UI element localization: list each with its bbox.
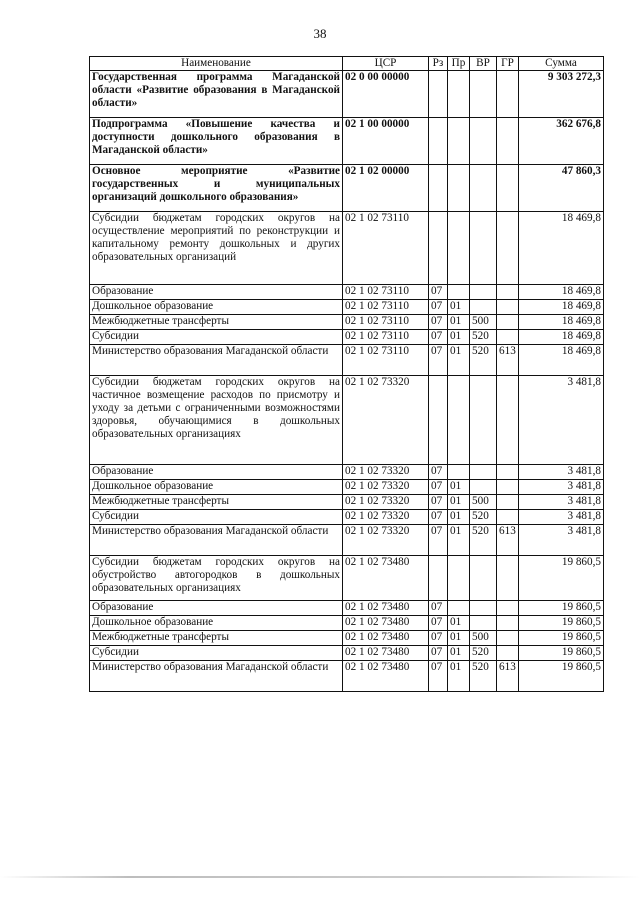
table-row [90,71,604,118]
cell-csr: 02 1 02 73480 [343,556,429,601]
cell-sum: 9 303 272,3 [519,71,604,118]
header-vr: ВР [470,57,497,71]
cell-csr: 02 1 02 73320 [343,525,429,556]
table-row [90,465,604,480]
cell-rz: 07 [429,646,448,661]
cell-pr: 01 [448,631,470,646]
cell-gr: 613 [497,345,519,376]
cell-csr: 02 1 02 73320 [343,480,429,495]
cell-rz: 07 [429,525,448,556]
cell-pr [448,71,470,118]
header-row [90,57,604,71]
cell-vr [470,376,497,465]
budget-table [89,56,604,692]
cell-name: Межбюджетные трансферты [90,315,343,330]
cell-csr: 02 0 00 00000 [343,71,429,118]
table-row [90,631,604,646]
header-pr: Пр [448,57,470,71]
cell-vr [470,480,497,495]
cell-rz [429,71,448,118]
cell-pr [448,118,470,165]
cell-sum: 19 860,5 [519,631,604,646]
cell-name: Межбюджетные трансферты [90,631,343,646]
header-gr: ГР [497,57,519,71]
cell-gr [497,495,519,510]
cell-gr [497,376,519,465]
cell-vr: 520 [470,525,497,556]
cell-csr: 02 1 02 73110 [343,345,429,376]
header-name: Наименование [90,57,343,71]
cell-csr: 02 1 02 73320 [343,495,429,510]
table-row [90,480,604,495]
cell-gr [497,510,519,525]
cell-rz: 07 [429,661,448,692]
cell-csr: 02 1 02 73110 [343,300,429,315]
cell-vr [470,300,497,315]
cell-name: Министерство образования Магаданской области [90,525,343,556]
cell-vr [470,616,497,631]
cell-vr [470,118,497,165]
cell-csr: 02 1 02 73480 [343,616,429,631]
header-rz: Рз [429,57,448,71]
cell-vr: 520 [470,661,497,692]
cell-vr [470,285,497,300]
cell-rz [429,212,448,285]
cell-name: Субсидии бюджетам городских округов на осуществление мероприятий по реконструкции и капитальному ремонту дошкольных и других образовательных организаций [90,212,343,285]
cell-rz: 07 [429,495,448,510]
table-row [90,495,604,510]
cell-name: Межбюджетные трансферты [90,495,343,510]
cell-pr: 01 [448,480,470,495]
cell-pr: 01 [448,646,470,661]
cell-name: Субсидии бюджетам городских округов на частичное возмещение расходов по присмотру и уходу за детьми с ограниченными возможностями здоровья, обучающимися в дошкольных образовательных организациях [90,376,343,465]
cell-name: Дошкольное образование [90,616,343,631]
table-row [90,601,604,616]
cell-sum: 3 481,8 [519,465,604,480]
cell-sum: 3 481,8 [519,525,604,556]
cell-csr: 02 1 02 73320 [343,376,429,465]
table-row [90,345,604,376]
cell-name: Образование [90,601,343,616]
cell-csr: 02 1 02 00000 [343,165,429,212]
cell-sum: 3 481,8 [519,480,604,495]
cell-gr [497,616,519,631]
cell-gr [497,480,519,495]
cell-pr: 01 [448,300,470,315]
cell-pr: 01 [448,616,470,631]
cell-vr [470,71,497,118]
cell-csr: 02 1 02 73110 [343,315,429,330]
cell-name: Подпрограмма «Повышение качества и доступности дошкольного образования в Магаданской области» [90,118,343,165]
table-row [90,118,604,165]
cell-vr [470,165,497,212]
cell-gr [497,465,519,480]
cell-name: Образование [90,285,343,300]
cell-name: Министерство образования Магаданской области [90,345,343,376]
cell-gr [497,212,519,285]
cell-csr: 02 1 02 73480 [343,601,429,616]
cell-sum: 362 676,8 [519,118,604,165]
table-row [90,376,604,465]
cell-rz: 07 [429,330,448,345]
cell-vr [470,556,497,601]
cell-sum: 19 860,5 [519,616,604,631]
cell-sum: 18 469,8 [519,330,604,345]
cell-name: Дошкольное образование [90,480,343,495]
cell-vr: 520 [470,510,497,525]
cell-name: Основное мероприятие «Развитие государственных и муниципальных организаций дошкольного образования» [90,165,343,212]
cell-vr: 500 [470,631,497,646]
table-row [90,300,604,315]
cell-sum: 19 860,5 [519,661,604,692]
table-row [90,616,604,631]
cell-gr [497,556,519,601]
cell-pr: 01 [448,345,470,376]
cell-sum: 18 469,8 [519,315,604,330]
cell-gr [497,165,519,212]
cell-gr [497,646,519,661]
table-row [90,556,604,601]
cell-pr: 01 [448,330,470,345]
cell-gr [497,71,519,118]
cell-rz [429,556,448,601]
table-row [90,315,604,330]
cell-rz: 07 [429,345,448,376]
cell-rz: 07 [429,315,448,330]
cell-sum: 3 481,8 [519,376,604,465]
header-csr: ЦСР [343,57,429,71]
page-number: 38 [313,26,327,41]
cell-pr: 01 [448,525,470,556]
cell-sum: 47 860,3 [519,165,604,212]
cell-rz: 07 [429,601,448,616]
cell-sum: 18 469,8 [519,345,604,376]
cell-pr [448,556,470,601]
table-row [90,330,604,345]
cell-rz: 07 [429,465,448,480]
cell-sum: 19 860,5 [519,646,604,661]
cell-rz: 07 [429,300,448,315]
cell-csr: 02 1 02 73480 [343,661,429,692]
table-row [90,646,604,661]
cell-gr [497,300,519,315]
cell-rz [429,165,448,212]
cell-name: Субсидии [90,330,343,345]
cell-pr: 01 [448,510,470,525]
cell-pr: 01 [448,315,470,330]
cell-pr [448,376,470,465]
cell-name: Министерство образования Магаданской области [90,661,343,692]
table-row [90,510,604,525]
cell-name: Субсидии бюджетам городских округов на обустройство автогородков в дошкольных образовательных организациях [90,556,343,601]
cell-rz: 07 [429,480,448,495]
cell-sum: 3 481,8 [519,510,604,525]
cell-csr: 02 1 02 73320 [343,510,429,525]
cell-sum: 18 469,8 [519,212,604,285]
cell-pr: 01 [448,661,470,692]
cell-name: Субсидии [90,510,343,525]
cell-rz: 07 [429,510,448,525]
cell-rz [429,376,448,465]
cell-csr: 02 1 02 73320 [343,465,429,480]
cell-gr: 613 [497,525,519,556]
cell-sum: 18 469,8 [519,300,604,315]
cell-sum: 19 860,5 [519,556,604,601]
cell-name: Субсидии [90,646,343,661]
cell-sum: 18 469,8 [519,285,604,300]
cell-gr: 613 [497,661,519,692]
cell-vr: 520 [470,345,497,376]
cell-csr: 02 1 00 00000 [343,118,429,165]
cell-csr: 02 1 02 73110 [343,285,429,300]
cell-name: Образование [90,465,343,480]
cell-vr: 520 [470,646,497,661]
cell-sum: 19 860,5 [519,601,604,616]
cell-csr: 02 1 02 73480 [343,631,429,646]
cell-pr [448,465,470,480]
cell-csr: 02 1 02 73110 [343,330,429,345]
cell-name: Государственная программа Магаданской области «Развитие образования в Магаданской области» [90,71,343,118]
cell-gr [497,601,519,616]
cell-gr [497,285,519,300]
cell-rz: 07 [429,285,448,300]
cell-pr: 01 [448,495,470,510]
cell-rz: 07 [429,631,448,646]
cell-gr [497,315,519,330]
cell-gr [497,631,519,646]
page-crease [0,876,640,878]
cell-csr: 02 1 02 73110 [343,212,429,285]
table-row [90,212,604,285]
table-row [90,525,604,556]
cell-name: Дошкольное образование [90,300,343,315]
cell-rz [429,118,448,165]
cell-pr [448,165,470,212]
table-row [90,165,604,212]
cell-vr: 500 [470,315,497,330]
cell-vr: 520 [470,330,497,345]
table-row [90,285,604,300]
cell-vr: 500 [470,495,497,510]
cell-vr [470,601,497,616]
cell-sum: 3 481,8 [519,495,604,510]
cell-vr [470,212,497,285]
cell-vr [470,465,497,480]
cell-csr: 02 1 02 73480 [343,646,429,661]
header-sum: Сумма [519,57,604,71]
table-row [90,661,604,692]
cell-pr [448,285,470,300]
cell-pr [448,212,470,285]
cell-gr [497,330,519,345]
cell-pr [448,601,470,616]
cell-gr [497,118,519,165]
cell-rz: 07 [429,616,448,631]
